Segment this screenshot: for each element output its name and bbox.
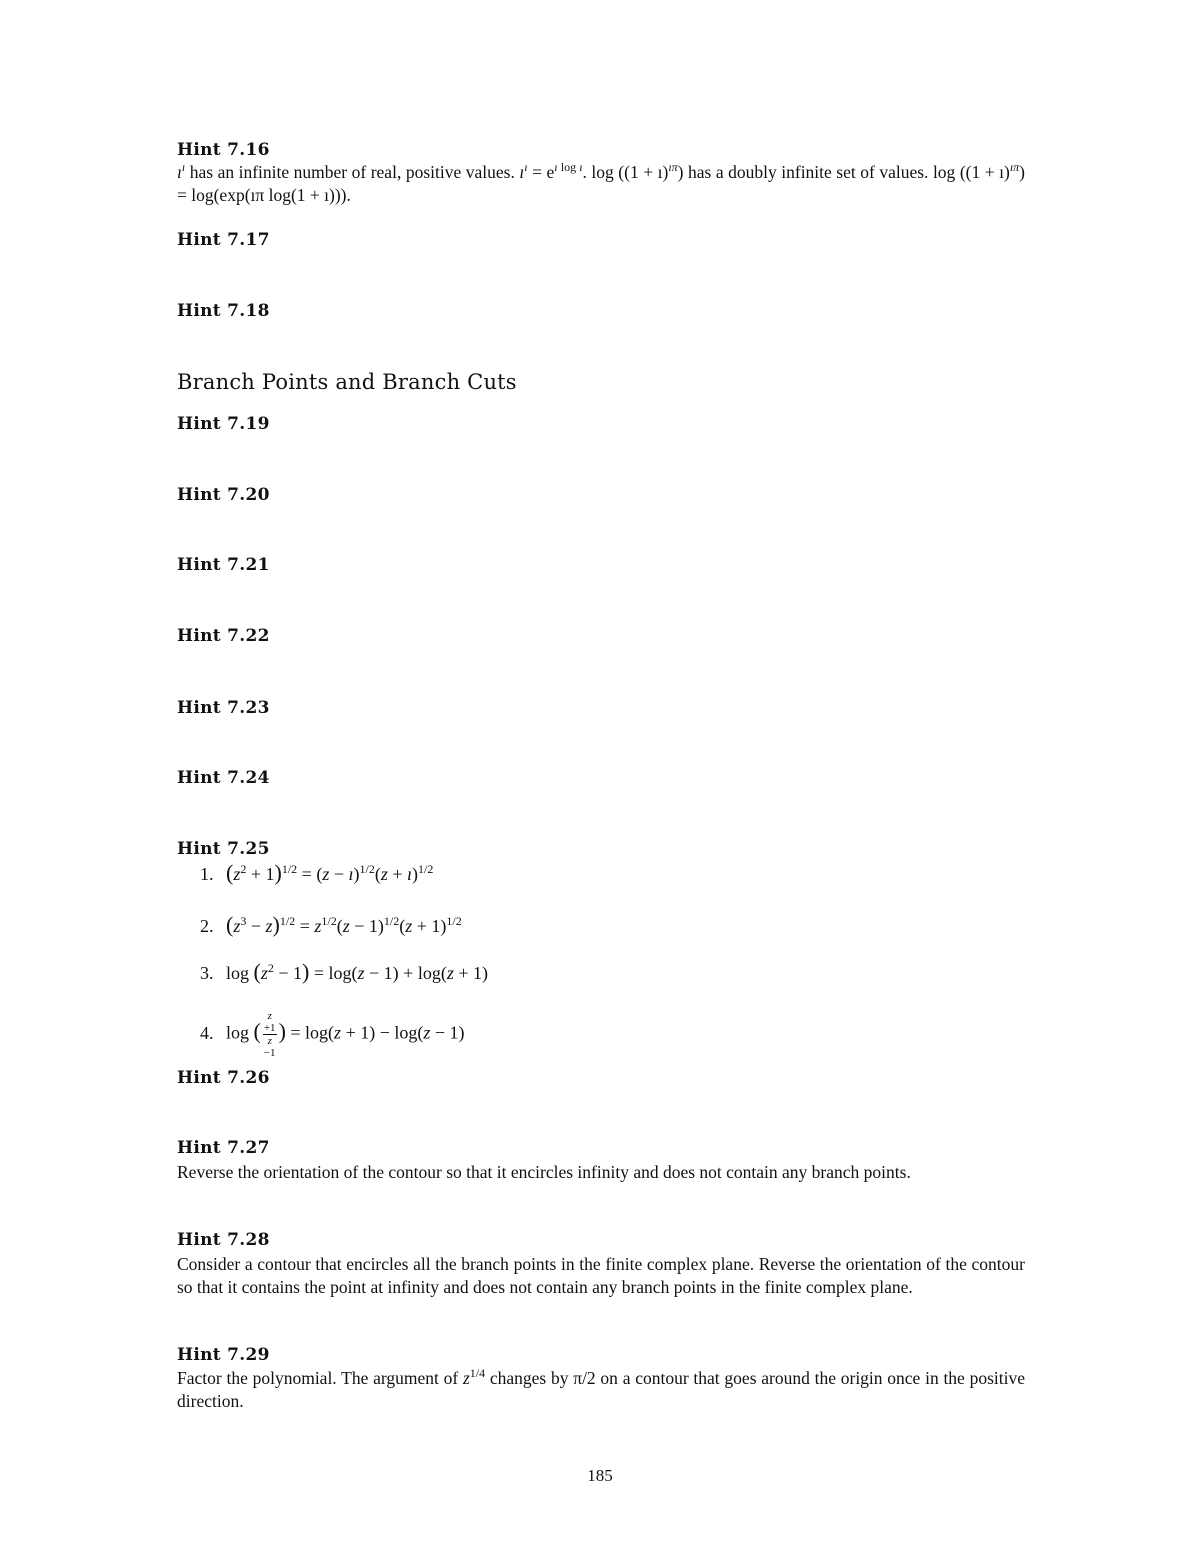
hint-7-28-text: Consider a contour that encircles all the branch points in the finite complex plane. Reverse the orientation of the contour so that it contains the point at infinity and does not contain any branch points in the finite complex plane. <box>177 1254 1025 1297</box>
hint-heading: Hint 7.16 <box>177 140 270 160</box>
hint-heading: Hint 7.23 <box>177 698 270 718</box>
equation-1: 1. $(z^2 + 1)^{1/2} = (z$ − ı)$^{1/2}$(z + ı)$^{1/2}$ <box>200 860 434 885</box>
hint-heading: Hint 7.24 <box>177 768 270 788</box>
hint-heading: Hint 7.27 <box>177 1138 270 1158</box>
hint-heading: Hint 7.26 <box>177 1068 270 1088</box>
section-title: Branch Points and Branch Cuts <box>177 370 517 394</box>
hint-heading: Hint 7.22 <box>177 626 270 646</box>
page-number: 185 <box>587 1466 613 1485</box>
equation-4: 4. log ( z +1 z −1 ) = log(z + 1) − log(z − 1) <box>200 1010 465 1059</box>
hint-heading: Hint 7.20 <box>177 485 270 505</box>
equation-2: 2. $(z^3 - z)^{1/2} = z^{1/2}(z - 1)^{1/2}(z + 1)^{1/2}$ <box>200 912 462 937</box>
hint-heading: Hint 7.19 <box>177 414 270 434</box>
hint-7-27-text: Reverse the orientation of the contour so that it encircles infinity and does not contain any branch points. <box>177 1162 911 1182</box>
hint-heading: Hint 7.17 <box>177 230 270 250</box>
hint-heading: Hint 7.25 <box>177 839 270 859</box>
hint-heading: Hint 7.29 <box>177 1345 270 1365</box>
hint-7-16-text: $ı^ı$ has an infinite number of real, positive values. $ı^ı = e^{ı log ı}$. log ((1 + ı)$^{ı\pi}$) has a doubly infinite set of values. log ((1 + ı)$^{ı\pi}$) = log(exp(ıπ log(1 + ı))). <box>177 160 1025 205</box>
hint-heading: Hint 7.18 <box>177 301 270 321</box>
hint-heading: Hint 7.28 <box>177 1230 270 1250</box>
equation-3: 3. $\log (z^2 - 1) = \log(z - 1) + \log(z + 1)$ <box>200 959 488 984</box>
hint-heading: Hint 7.21 <box>177 555 270 575</box>
hint-7-29-text: Factor the polynomial. The argument of $z^{1/4}$ changes by π/2 on a contour that goes around the origin once in the positive direction. <box>177 1366 1025 1411</box>
